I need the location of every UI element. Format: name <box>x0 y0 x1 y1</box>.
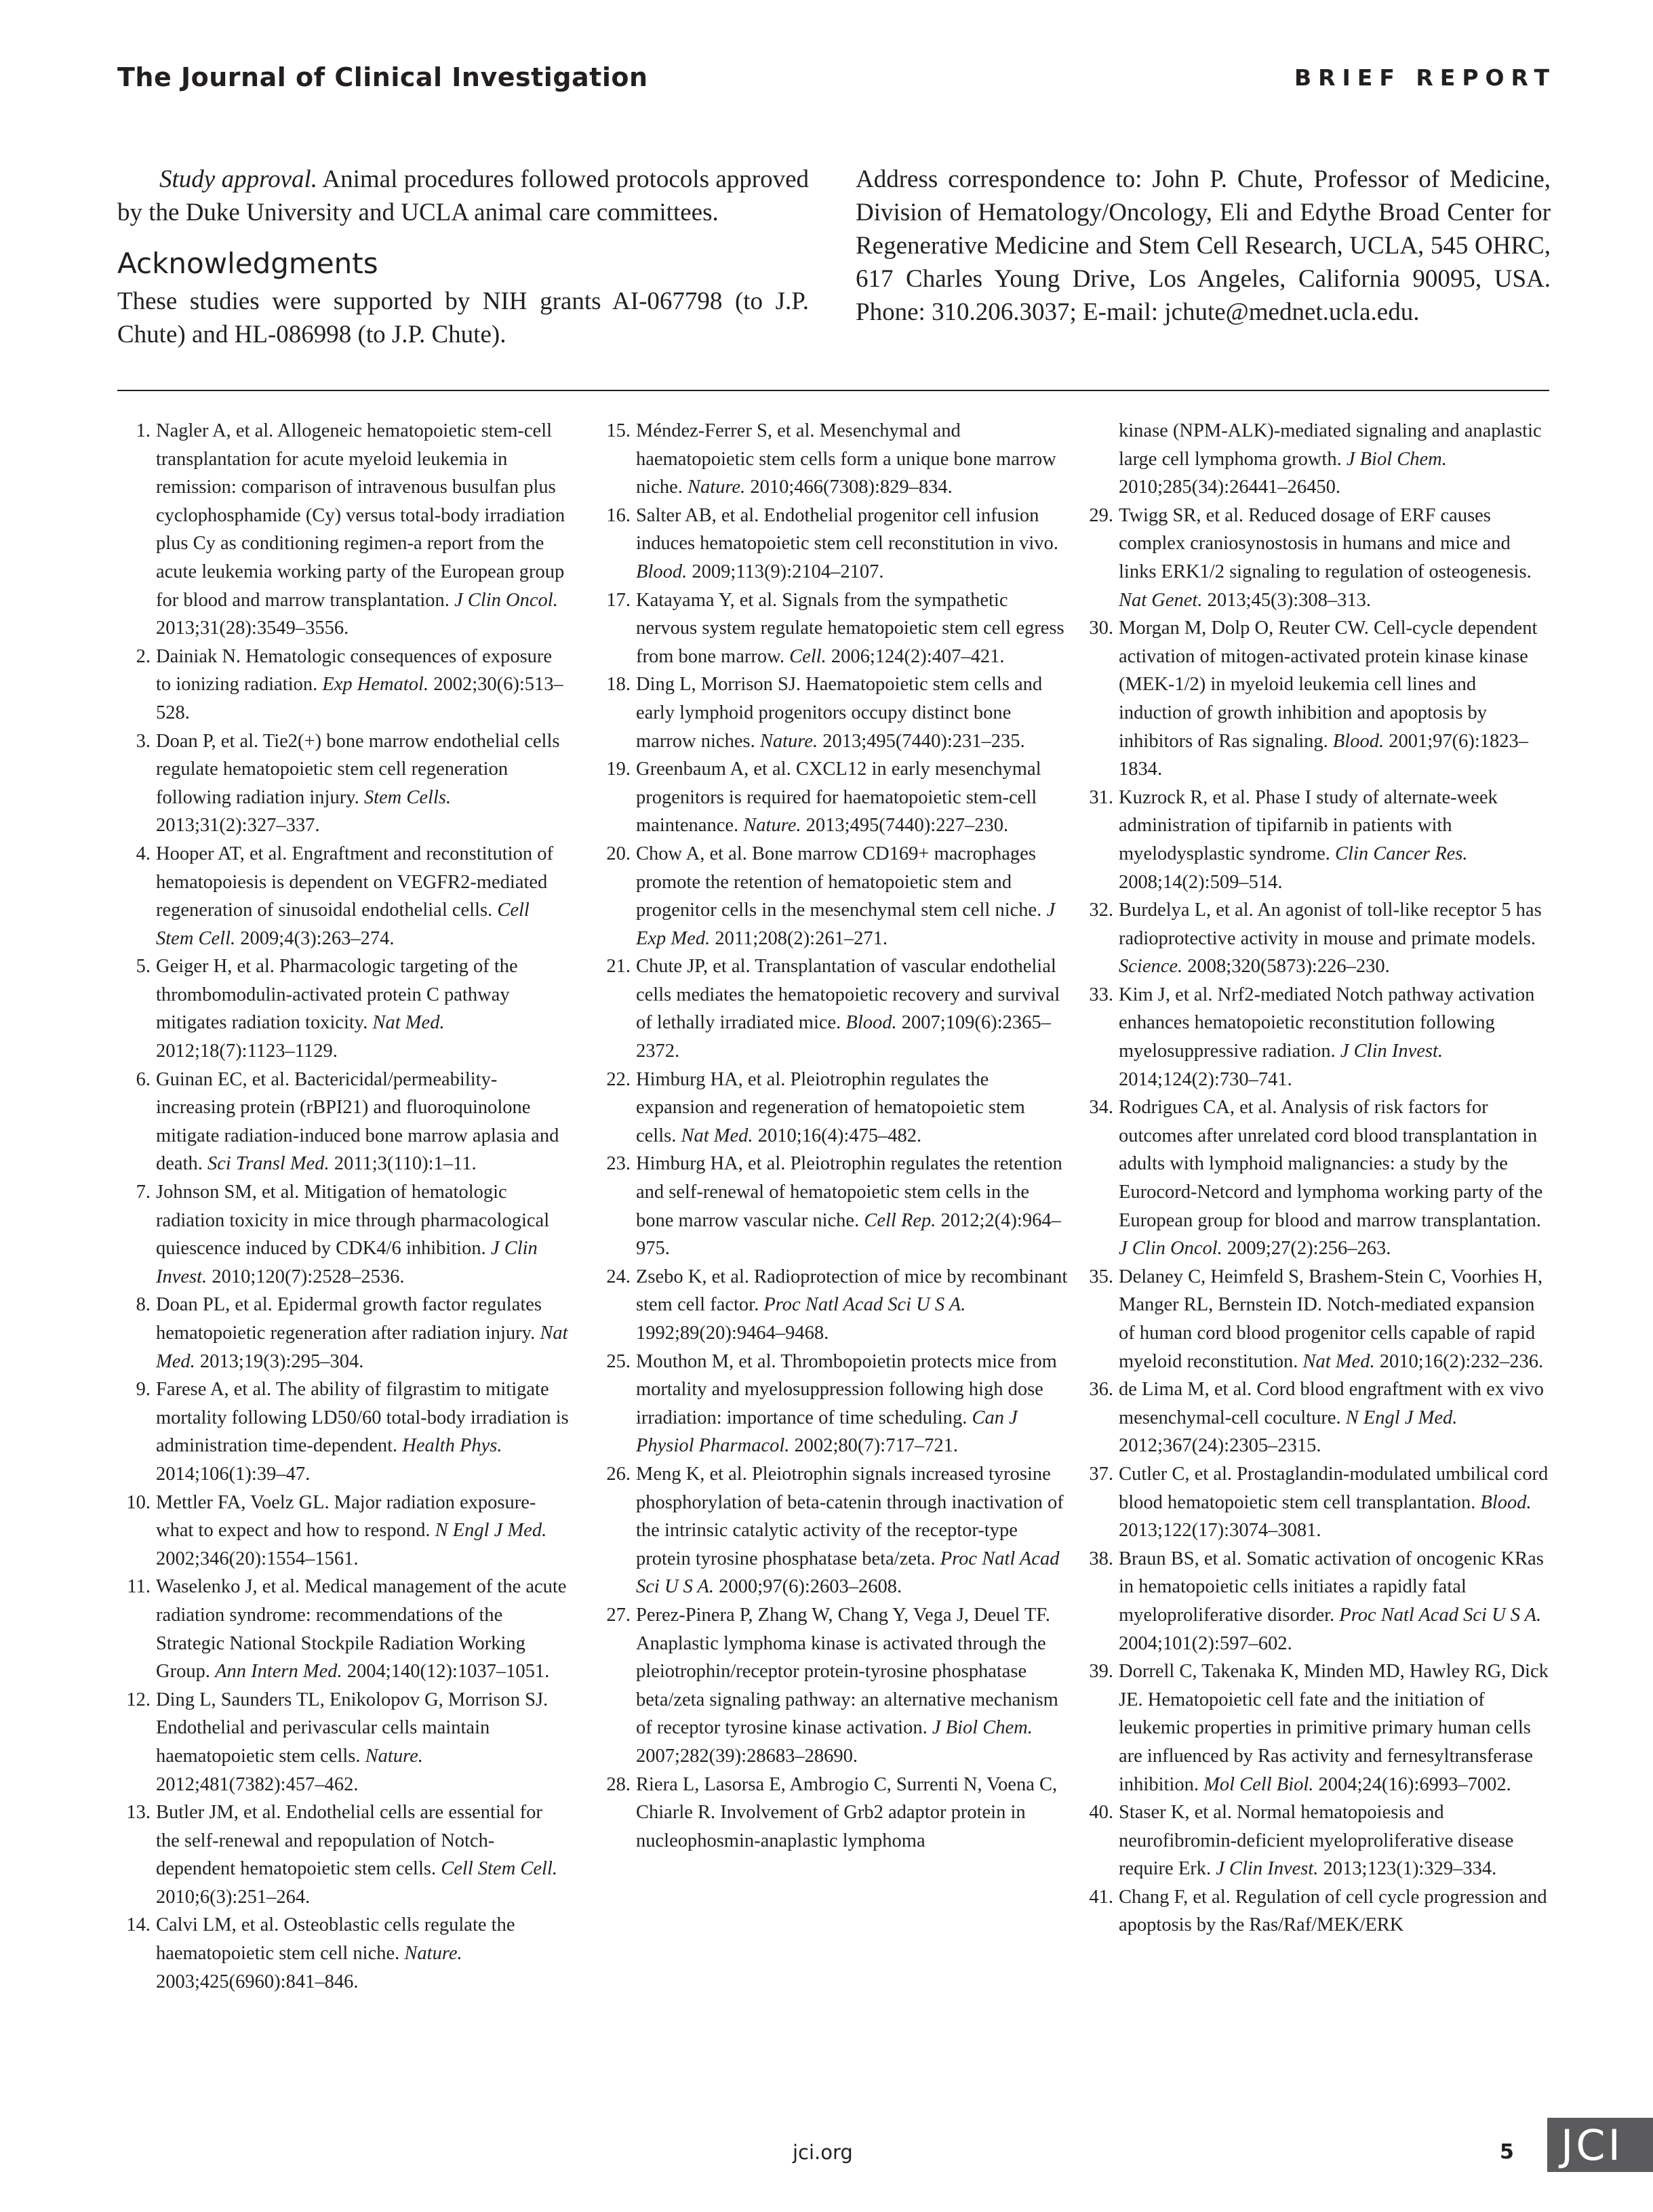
reference-text: Chute JP, et al. Transplantation of vascular endothelial cells mediates the hematopoietic recovery and survival of lethally irradiated mice. <box>636 956 1060 1034</box>
reference-journal: Nature. <box>687 477 746 498</box>
reference-citation: 2010;16(2):232–236. <box>1379 1350 1544 1372</box>
reference-number: 33. <box>1089 984 1113 1005</box>
reference-number: 30. <box>1089 618 1113 639</box>
reference-item <box>122 952 570 1065</box>
reference-number: 34. <box>1089 1097 1113 1119</box>
reference-journal: Ann Intern Med. <box>215 1661 342 1683</box>
reference-text: Staser K, et al. Normal hematopoiesis and neurofibromin-deficient myeloproliferative disease require Erk. <box>1119 1802 1514 1880</box>
reference-citation: 2007;282(39):28683–28690. <box>636 1745 858 1767</box>
reference-text: Hooper AT, et al. Engraftment and reconstitution of hematopoiesis is dependent on VEGFR2-mediated regeneration of sinusoidal endothelial cells. <box>156 843 553 921</box>
reference-citation: 2011;208(2):261–271. <box>715 927 888 949</box>
acknowledgments-heading: Acknowledgments <box>117 247 378 280</box>
reference-item <box>1085 1883 1553 1939</box>
reference-journal: Stem Cells. <box>363 786 452 808</box>
reference-text: Perez-Pinera P, Zhang W, Chang Y, Vega J, Deuel TF. Anaplastic lymphoma kinase is activated through the pleiotrophin/receptor protein-tyrosine phosphatase beta/zeta signaling pathway: an alternative mechanism of receptor tyrosine kinase activation. <box>636 1604 1058 1739</box>
reference-text: Doan PL, et al. Epidermal growth factor regulates hematopoietic regeneration after radiation injury. <box>156 1294 542 1344</box>
reference-item <box>602 1150 1070 1262</box>
section-divider <box>117 390 1549 391</box>
reference-citation: 2014;124(2):730–741. <box>1119 1068 1292 1090</box>
reference-number: 13. <box>126 1802 151 1824</box>
reference-journal: Exp Hematol. <box>322 674 429 696</box>
reference-number: 6. <box>136 1068 151 1090</box>
reference-item <box>602 1348 1070 1460</box>
reference-number: 27. <box>606 1604 631 1626</box>
reference-citation: 2013;123(1):329–334. <box>1323 1858 1497 1880</box>
reference-number: 28. <box>606 1773 631 1795</box>
reference-citation: 2004;140(12):1037–1051. <box>346 1661 550 1683</box>
reference-number: 5. <box>136 956 151 978</box>
reference-number: 32. <box>1089 900 1113 921</box>
reference-text: Chow A, et al. Bone marrow CD169+ macrophages promote the retention of hematopoietic stem and progenitor cells in the mesenchymal stem cell niche. <box>636 843 1042 921</box>
reference-item <box>122 1291 570 1375</box>
reference-text: Dorrell C, Takenaka K, Minden MD, Hawley RG, Dick JE. Hematopoietic cell fate and the initiation of leukemic properties in primitive primary human cells are influenced by Ras activity and fernesyltransferase inhibition. <box>1119 1661 1549 1795</box>
reference-item <box>122 1686 570 1798</box>
reference-item <box>122 417 570 643</box>
reference-text: Riera L, Lasorsa E, Ambrogio C, Surrenti N, Voena C, Chiarle R. Involvement of Grb2 adaptor protein in nucleophosmin-anaplastic lymphoma <box>636 1773 1058 1851</box>
reference-item <box>1085 502 1553 614</box>
reference-journal: Blood. <box>636 561 688 582</box>
reference-text: Dainiak N. Hematologic consequences of exposure to ionizing radiation. <box>156 645 553 696</box>
reference-number: 26. <box>606 1463 631 1485</box>
reference-text: Katayama Y, et al. Signals from the sympathetic nervous system regulate hematopoietic stem cell egress from bone marrow. <box>636 589 1064 667</box>
reference-item <box>1085 1093 1553 1263</box>
reference-citation: 2001;97(6):1823–1834. <box>1119 730 1529 780</box>
reference-item <box>122 1489 570 1573</box>
reference-text: Zsebo K, et al. Radioprotection of mice by recombinant stem cell factor. <box>636 1266 1068 1316</box>
reference-number: 15. <box>606 420 631 441</box>
reference-citation: 2002;30(6):513–528. <box>156 674 563 723</box>
reference-text: Farese A, et al. The ability of filgrastim to mitigate mortality following LD50/60 total-body irradiation is administration time-dependent. <box>156 1379 569 1457</box>
reference-journal: Nature. <box>743 815 801 837</box>
reference-journal: Proc Natl Acad Sci U S A. <box>1339 1604 1542 1626</box>
jci-logo-text: JCI <box>1561 2120 1623 2170</box>
reference-text: Ding L, Saunders TL, Enikolopov G, Morrison SJ. Endothelial and perivascular cells maintain haematopoietic stem cells. <box>156 1689 549 1767</box>
reference-journal: Health Phys. <box>402 1435 502 1457</box>
reference-journal: J Clin Oncol. <box>454 589 558 611</box>
reference-item <box>122 1178 570 1291</box>
reference-number: 18. <box>606 674 631 696</box>
reference-number: 4. <box>136 843 151 864</box>
reference-text: Johnson SM, et al. Mitigation of hematologic radiation toxicity in mice through pharmacological quiescence induced by CDK4/6 inhibition. <box>156 1182 550 1260</box>
reference-citation: 2008;14(2):509–514. <box>1119 871 1283 893</box>
reference-text: Butler JM, et al. Endothelial cells are essential for the self-renewal and repopulation of Notch-dependent hematopoietic stem cells. <box>156 1802 542 1880</box>
reference-item <box>122 1573 570 1685</box>
reference-citation: 2006;124(2):407–421. <box>831 645 1005 667</box>
reference-citation: 1992;89(20):9464–9468. <box>636 1323 829 1344</box>
reference-item <box>1085 1545 1553 1657</box>
reference-text: Guinan EC, et al. Bactericidal/permeability-increasing protein (rBPI21) and fluoroquinolone mitigate radiation-induced bone marrow aplasia and death. <box>156 1068 559 1175</box>
references-column-2 <box>602 417 1070 1855</box>
reference-number: 9. <box>136 1379 151 1401</box>
reference-item <box>122 1911 570 1996</box>
reference-citation: 2013;31(2):327–337. <box>156 815 320 837</box>
reference-number: 24. <box>606 1266 631 1287</box>
reference-journal: Cell. <box>789 645 826 667</box>
reference-item <box>602 755 1070 840</box>
reference-item <box>1085 784 1553 896</box>
reference-citation: 2013;45(3):308–313. <box>1207 589 1372 611</box>
study-approval-paragraph <box>117 163 809 229</box>
reference-citation: 2002;346(20):1554–1561. <box>156 1548 359 1569</box>
references-column-1 <box>122 417 570 1996</box>
reference-item <box>602 1771 1070 1855</box>
reference-journal: Nat Med. <box>372 1012 445 1034</box>
reference-journal: Nature. <box>365 1745 423 1767</box>
reference-item <box>1085 896 1553 981</box>
reference-number: 8. <box>136 1294 151 1316</box>
reference-text: Kuzrock R, et al. Phase I study of alternate-week administration of tipifarnib in patients with myelodysplastic syndrome. <box>1119 786 1498 864</box>
reference-text: Calvi LM, et al. Osteoblastic cells regulate the haematopoietic stem cell niche. <box>156 1914 515 1965</box>
reference-item <box>602 670 1070 755</box>
reference-citation: 2013;495(7440):231–235. <box>822 730 1025 752</box>
references-column-3 <box>1085 417 1553 1939</box>
reference-citation: 2013;122(17):3074–3081. <box>1119 1520 1321 1542</box>
reference-number: 23. <box>606 1153 631 1175</box>
reference-text: Twigg SR, et al. Reduced dosage of ERF causes complex craniosynostosis in humans and mice and links ERK1/2 signaling to regulation of osteogenesis. <box>1119 504 1532 582</box>
reference-journal: J Clin Invest. <box>1340 1041 1443 1062</box>
section-label: BRIEF REPORT <box>1294 64 1556 91</box>
reference-item <box>602 502 1070 586</box>
reference-journal: Mol Cell Biol. <box>1203 1773 1314 1795</box>
reference-journal: Blood. <box>1480 1491 1532 1513</box>
reference-journal: Nat Med. <box>681 1125 753 1146</box>
footer-url: jci.org <box>793 2141 853 2164</box>
reference-citation: 2004;101(2):597–602. <box>1119 1632 1292 1654</box>
reference-journal: J Clin Oncol. <box>1119 1238 1222 1260</box>
reference-text: Burdelya L, et al. An agonist of toll-like receptor 5 has radioprotective activity in mouse and primate models. <box>1119 900 1542 949</box>
reference-text: Greenbaum A, et al. CXCL12 in early mesenchymal progenitors is required for haematopoietic stem-cell maintenance. <box>636 759 1041 837</box>
reference-journal: Clin Cancer Res. <box>1335 843 1468 864</box>
reference-item <box>1085 1657 1553 1798</box>
reference-journal: Nat Med. <box>156 1323 568 1372</box>
reference-item <box>1085 1375 1553 1460</box>
reference-citation: 2007;109(6):2365–2372. <box>636 1012 1051 1062</box>
reference-item <box>602 1263 1070 1348</box>
reference-text: de Lima M, et al. Cord blood engraftment with ex vivo mesenchymal-cell coculture. <box>1119 1379 1544 1428</box>
reference-journal: Can J Physiol Pharmacol. <box>636 1407 1018 1457</box>
reference-citation: 2010;285(34):26441–26450. <box>1119 477 1340 498</box>
reference-number: 25. <box>606 1350 631 1372</box>
reference-citation: 2009;27(2):256–263. <box>1227 1238 1391 1260</box>
reference-text: Doan P, et al. Tie2(+) bone marrow endothelial cells regulate hematopoietic stem cell regeneration following radiation injury. <box>156 730 560 808</box>
reference-item <box>602 417 1070 502</box>
reference-number: 12. <box>126 1689 151 1710</box>
reference-journal: Cell Stem Cell. <box>441 1858 558 1880</box>
reference-text: Braun BS, et al. Somatic activation of oncogenic KRas in hematopoietic cells initiates a rapidly fatal myeloproliferative disorder. <box>1119 1548 1544 1626</box>
reference-citation: 2010;120(7):2528–2536. <box>212 1266 405 1287</box>
reference-number: 29. <box>1089 504 1113 526</box>
reference-journal: Nature. <box>404 1943 462 1965</box>
reference-citation: 2012;2(4):964–975. <box>636 1209 1061 1260</box>
reference-item <box>1085 1263 1553 1375</box>
acknowledgments-text: These studies were supported by NIH grants AI-067798 (to J.P. Chute) and HL-086998 (to J.P. Chute). <box>117 287 809 348</box>
top-right-column <box>856 163 1551 329</box>
reference-item <box>122 643 570 727</box>
reference-journal: N Engl J Med. <box>435 1520 547 1542</box>
reference-text: Meng K, et al. Pleiotrophin signals increased tyrosine phosphorylation of beta-catenin through inactivation of the intrinsic catalytic activity of the receptor-type protein tyrosine phosphatase beta/zeta. <box>636 1463 1064 1569</box>
reference-journal: Blood. <box>1332 730 1385 752</box>
reference-journal: Proc Natl Acad Sci U S A. <box>763 1294 966 1316</box>
reference-item <box>1085 614 1553 784</box>
reference-journal: J Exp Med. <box>636 900 1056 949</box>
reference-citation: 2013;19(3):295–304. <box>199 1350 364 1372</box>
study-approval-label: Study approval. <box>159 165 318 193</box>
reference-journal: Sci Transl Med. <box>207 1153 330 1175</box>
reference-journal: Nat Med. <box>1302 1350 1375 1372</box>
reference-citation: 2002;80(7):717–721. <box>794 1435 958 1457</box>
reference-number: 10. <box>126 1491 151 1513</box>
reference-item <box>1085 981 1553 1093</box>
reference-citation: 2000;97(6):2603–2608. <box>719 1576 902 1598</box>
reference-journal: Cell Rep. <box>864 1209 936 1231</box>
reference-number: 21. <box>606 956 631 978</box>
reference-journal: Proc Natl Acad Sci U S A. <box>636 1548 1060 1598</box>
reference-item <box>602 840 1070 952</box>
reference-text: Geiger H, et al. Pharmacologic targeting of the thrombomodulin-activated protein C pathway mitigates radiation toxicity. <box>156 956 518 1034</box>
reference-journal: J Clin Invest. <box>1216 1858 1319 1880</box>
reference-item <box>1085 1460 1553 1545</box>
journal-title: The Journal of Clinical Investigation <box>117 62 648 92</box>
reference-item <box>602 952 1070 1065</box>
reference-number: 37. <box>1089 1463 1113 1485</box>
reference-citation: 2012;18(7):1123–1129. <box>156 1041 338 1062</box>
reference-number: 31. <box>1089 786 1113 808</box>
reference-text: Himburg HA, et al. Pleiotrophin regulates the retention and self-renewal of hematopoietic stem cells in the bone marrow vascular niche. <box>636 1153 1062 1231</box>
reference-text: Rodrigues CA, et al. Analysis of risk factors for outcomes after unrelated cord blood transplantation in adults with lymphoid malignancies: a study by the Eurocord-Netcord and lymphoma working party of the European group for blood and marrow transplantation. <box>1119 1097 1543 1231</box>
reference-number: 17. <box>606 589 631 611</box>
reference-number: 3. <box>136 730 151 752</box>
correspondence-text: Address correspondence to: John P. Chute, Professor of Medicine, Division of Hematology/Oncology, Eli and Edythe Broad Center for Regenerative Medicine and Stem Cell Research, UCLA, 545 OHRC, 617 Charles Young Drive, Los Angeles, California 90095, USA. Phone: 310.206.3037; E-mail: jchute@mednet.ucla.edu. <box>856 165 1551 326</box>
reference-text: Méndez-Ferrer S, et al. Mesenchymal and haematopoietic stem cells form a unique bone marrow niche. <box>636 420 1056 498</box>
reference-number: 11. <box>127 1576 151 1598</box>
jci-logo <box>1547 2118 1653 2172</box>
reference-journal: Nat Genet. <box>1119 589 1203 611</box>
reference-number: 35. <box>1089 1266 1113 1287</box>
reference-citation: 2010;6(3):251–264. <box>156 1886 311 1908</box>
reference-text: Mettler FA, Voelz GL. Major radiation exposure-what to expect and how to respond. <box>156 1491 536 1542</box>
reference-number: 16. <box>606 504 631 526</box>
study-approval-text: Animal procedures followed protocols approved by the Duke University and UCLA animal care committees. <box>117 165 809 226</box>
reference-journal: Nature. <box>759 730 818 752</box>
reference-number: 19. <box>606 759 631 780</box>
reference-text: Ding L, Morrison SJ. Haematopoietic stem cells and early lymphoid progenitors occupy distinct bone marrow niches. <box>636 674 1043 752</box>
reference-citation: 2003;425(6960):841–846. <box>156 1971 359 1992</box>
reference-citation: 2014;106(1):39–47. <box>156 1463 311 1485</box>
reference-text: Kim J, et al. Nrf2-mediated Notch pathway activation enhances hematopoietic reconstitution following myelosuppressive radiation. <box>1119 984 1535 1062</box>
reference-citation: 2012;481(7382):457–462. <box>156 1773 359 1795</box>
reference-text: Delaney C, Heimfeld S, Brashem-Stein C, Voorhies H, Manger RL, Bernstein ID. Notch-mediated expansion of human cord blood progenitor cells capable of rapid myeloid reconstitution. <box>1119 1266 1543 1372</box>
reference-citation: 2009;4(3):263–274. <box>240 927 395 949</box>
reference-item <box>122 840 570 952</box>
reference-journal: Cell Stem Cell. <box>156 900 530 949</box>
reference-citation: 2013;31(28):3549–3556. <box>156 618 349 639</box>
reference-number: 40. <box>1089 1802 1113 1824</box>
reference-item <box>602 1460 1070 1601</box>
reference-journal: Blood. <box>845 1012 897 1034</box>
reference-number: 39. <box>1089 1661 1113 1683</box>
reference-text: Chang F, et al. Regulation of cell cycle progression and apoptosis by the Ras/Raf/MEK/ERK <box>1119 1886 1547 1936</box>
reference-number: 41. <box>1089 1886 1113 1908</box>
top-left-column <box>117 163 809 351</box>
reference-journal: J Clin Invest. <box>156 1238 538 1287</box>
reference-text: Nagler A, et al. Allogeneic hematopoietic stem-cell transplantation for acute myeloid leukemia in remission: comparison of intravenous busulfan plus cyclophosphamide (Cy) versus total-body irradiation plus Cy as conditioning regimen-a report from the acute leukemia working party of the European group for blood and marrow transplantation. <box>156 420 565 611</box>
reference-item <box>1085 417 1553 502</box>
reference-journal: N Engl J Med. <box>1345 1407 1458 1428</box>
reference-citation: 2008;320(5873):226–230. <box>1187 956 1390 978</box>
reference-number: 38. <box>1089 1548 1113 1569</box>
reference-journal: Science. <box>1119 956 1183 978</box>
reference-item <box>122 727 570 840</box>
reference-text: Salter AB, et al. Endothelial progenitor cell infusion induces hematopoietic stem cell reconstitution in vivo. <box>636 504 1058 555</box>
reference-number: 22. <box>606 1068 631 1090</box>
page-number: 5 <box>1500 2140 1514 2164</box>
reference-item <box>602 586 1070 671</box>
reference-number: 7. <box>136 1182 151 1203</box>
reference-citation: 2010;16(4):475–482. <box>757 1125 922 1146</box>
reference-text: Himburg HA, et al. Pleiotrophin regulates the expansion and regeneration of hematopoietic stem cells. <box>636 1068 1025 1146</box>
reference-journal: J Biol Chem. <box>1346 448 1447 470</box>
reference-number: 20. <box>606 843 631 864</box>
reference-number: 1. <box>136 420 151 441</box>
reference-text: Cutler C, et al. Prostaglandin-modulated umbilical cord blood hematopoietic stem cell transplantation. <box>1119 1463 1549 1513</box>
reference-number: 14. <box>126 1914 151 1936</box>
reference-citation: 2010;466(7308):829–834. <box>750 477 953 498</box>
reference-citation: 2004;24(16):6993–7002. <box>1318 1773 1511 1795</box>
reference-item <box>122 1798 570 1911</box>
reference-citation: 2012;367(24):2305–2315. <box>1119 1435 1321 1457</box>
reference-text: kinase (NPM-ALK)-mediated signaling and anaplastic large cell lymphoma growth. <box>1119 420 1542 470</box>
reference-text: Mouthon M, et al. Thrombopoietin protects mice from mortality and myelosuppression following high dose irradiation: importance of time scheduling. <box>636 1350 1057 1428</box>
reference-citation: 2009;113(9):2104–2107. <box>692 561 884 582</box>
reference-citation: 2013;495(7440):227–230. <box>805 815 1009 837</box>
reference-number: 36. <box>1089 1379 1113 1401</box>
reference-item <box>602 1601 1070 1771</box>
reference-citation: 2011;3(110):1–11. <box>334 1153 477 1175</box>
reference-text: Morgan M, Dolp O, Reuter CW. Cell-cycle dependent activation of mitogen-activated protein kinase kinase (MEK-1/2) in myeloid leukemia cell lines and induction of growth inhibition and apoptosis by inhibitors of Ras signaling. <box>1119 618 1538 752</box>
reference-text: Waselenko J, et al. Medical management of the acute radiation syndrome: recommendations of the Strategic National Stockpile Radiation Working Group. <box>156 1576 567 1683</box>
reference-item <box>1085 1798 1553 1883</box>
reference-number: 2. <box>136 645 151 667</box>
reference-item <box>122 1375 570 1488</box>
reference-item <box>602 1066 1070 1150</box>
reference-journal: J Biol Chem. <box>932 1717 1033 1739</box>
reference-item <box>122 1066 570 1178</box>
